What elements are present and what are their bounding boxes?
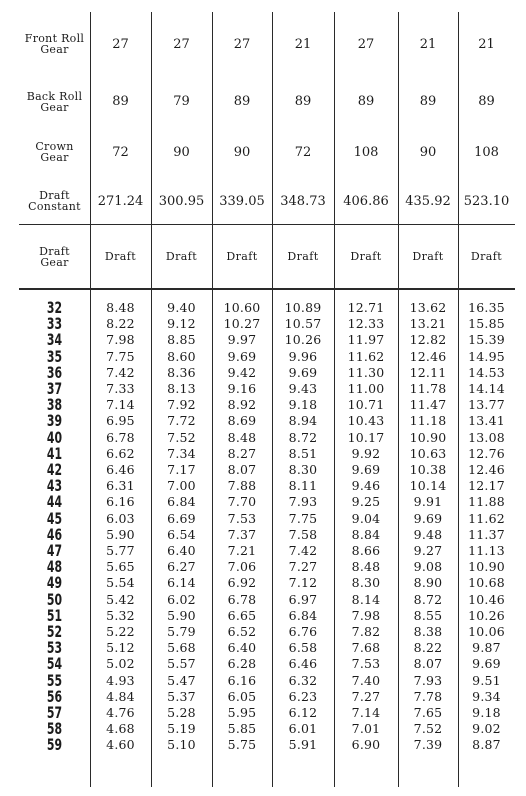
draft-gear-number: 35 <box>46 346 63 366</box>
draft-value: 5.22 <box>106 624 135 640</box>
draft-gear-number: 43 <box>46 476 63 496</box>
header-value: 108 <box>474 144 499 160</box>
header-value: 89 <box>112 94 129 109</box>
draft-value: 9.04 <box>351 510 381 526</box>
draft-value: 6.65 <box>227 607 257 623</box>
draft-gear-number: 58 <box>46 719 63 739</box>
draft-value: 8.07 <box>227 462 257 478</box>
draft-value: 8.27 <box>227 445 257 461</box>
draft-value: 8.94 <box>288 413 318 429</box>
header-value: 21 <box>478 36 495 52</box>
draft-value: 13.08 <box>468 429 505 445</box>
draft-value: 11.30 <box>347 364 385 380</box>
draft-value: 8.48 <box>106 300 135 316</box>
draft-gear-number: 32 <box>46 298 63 318</box>
draft-value: 9.87 <box>472 640 501 656</box>
draft-value: 7.98 <box>351 607 381 623</box>
draft-value: 7.58 <box>288 526 318 542</box>
draft-value: 7.42 <box>106 364 135 380</box>
header-value: 89 <box>478 94 495 109</box>
draft-value: 10.17 <box>347 429 385 445</box>
draft-value: 6.32 <box>288 672 318 688</box>
draft-value: 6.31 <box>106 478 135 494</box>
draft-value: 6.54 <box>167 526 196 542</box>
draft-value: 10.90 <box>409 429 447 445</box>
header-value: 90 <box>233 144 251 160</box>
draft-value: 14.95 <box>468 348 505 364</box>
draft-value: 7.12 <box>288 575 318 591</box>
draft-value: 5.68 <box>167 640 196 656</box>
draft-value: 7.39 <box>413 737 443 753</box>
draft-value: 6.46 <box>288 656 318 672</box>
draft-value: 8.55 <box>413 607 443 623</box>
draft-gear-number: 50 <box>46 589 63 609</box>
draft-gear-number: 49 <box>46 573 63 593</box>
draft-value: 10.68 <box>468 575 505 591</box>
draft-value: 6.92 <box>227 575 257 591</box>
draft-gear-number: 41 <box>46 443 63 463</box>
draft-value: 9.91 <box>413 494 443 510</box>
draft-value: 7.88 <box>227 478 257 494</box>
draft-value: 7.70 <box>227 494 257 510</box>
draft-value: 7.78 <box>413 688 443 704</box>
draft-value: 5.91 <box>288 737 318 753</box>
header-value: 27 <box>357 36 375 52</box>
draft-value: 6.02 <box>167 591 196 607</box>
header-value: 89 <box>233 94 251 109</box>
draft-value: 5.57 <box>167 656 196 672</box>
draft-value: 6.28 <box>227 656 257 672</box>
header-label: Draft Constant <box>28 189 81 213</box>
draft-value: 8.36 <box>167 364 196 380</box>
draft-gear-number: 48 <box>46 557 63 577</box>
header-value: 406.86 <box>343 193 389 209</box>
draft-value: 4.84 <box>106 688 135 704</box>
draft-gear-number: 53 <box>46 638 63 658</box>
draft-value: 10.26 <box>284 332 322 348</box>
draft-value: 11.13 <box>468 543 505 559</box>
draft-value: 7.21 <box>227 543 257 559</box>
draft-value: 10.46 <box>468 591 505 607</box>
draft-value: 5.75 <box>227 737 257 753</box>
draft-value: 7.40 <box>351 672 381 688</box>
draft-value: 7.34 <box>167 445 196 461</box>
draft-value: 6.03 <box>106 510 135 526</box>
draft-value: 9.42 <box>227 364 257 380</box>
draft-value: 6.62 <box>106 445 135 461</box>
draft-value: 11.18 <box>409 413 447 429</box>
draft-value: 7.75 <box>288 510 318 526</box>
draft-value: 7.75 <box>106 348 135 364</box>
draft-value: 7.27 <box>288 559 318 575</box>
draft-value: 8.90 <box>413 575 443 591</box>
draft-value: 11.47 <box>409 397 447 413</box>
draft-value: 8.13 <box>167 381 196 397</box>
draft-value: 7.53 <box>351 656 381 672</box>
draft-value: 9.69 <box>472 656 501 672</box>
header-value: 21 <box>419 36 437 52</box>
draft-value: 10.89 <box>284 300 322 316</box>
draft-value: 12.46 <box>468 462 505 478</box>
draft-gear-number: 51 <box>46 605 63 625</box>
draft-value: 8.72 <box>413 591 443 607</box>
header-value: 21 <box>294 36 312 52</box>
draft-gear-number: 44 <box>46 492 63 512</box>
draft-value: 9.69 <box>351 462 381 478</box>
draft-gear-number: 54 <box>46 654 63 674</box>
draft-value: 7.68 <box>351 640 381 656</box>
draft-value: 9.12 <box>167 316 196 332</box>
draft-gear-number: 37 <box>46 379 63 399</box>
draft-value: 11.88 <box>468 494 505 510</box>
draft-value: 7.92 <box>167 397 196 413</box>
header-value: 72 <box>112 144 129 160</box>
draft-value: 6.90 <box>351 737 381 753</box>
draft-value: 9.18 <box>288 397 318 413</box>
header-value: 523.10 <box>463 193 510 209</box>
draft-gear-number: 42 <box>46 460 63 480</box>
draft-value: 9.18 <box>472 705 501 721</box>
draft-column-header: Draft <box>412 250 444 263</box>
draft-value: 9.16 <box>227 381 257 397</box>
draft-value: 14.14 <box>468 381 505 397</box>
draft-value: 7.72 <box>167 413 196 429</box>
draft-value: 7.42 <box>288 543 318 559</box>
draft-value: 10.71 <box>347 397 385 413</box>
draft-value: 14.53 <box>468 364 505 380</box>
draft-value: 7.27 <box>351 688 381 704</box>
draft-value: 9.96 <box>288 348 318 364</box>
draft-value: 5.02 <box>106 656 135 672</box>
draft-value: 9.02 <box>472 721 501 737</box>
draft-value: 6.27 <box>167 559 196 575</box>
draft-value: 7.52 <box>413 721 443 737</box>
header-value: 27 <box>233 36 251 52</box>
draft-value: 7.14 <box>351 705 381 721</box>
draft-value: 7.14 <box>106 397 135 413</box>
draft-gear-number: 40 <box>46 427 63 447</box>
draft-value: 4.93 <box>106 672 135 688</box>
draft-value: 12.76 <box>468 445 505 461</box>
draft-value: 12.33 <box>347 316 385 332</box>
draft-value: 10.90 <box>468 559 505 575</box>
draft-value: 7.65 <box>413 705 443 721</box>
row-divider <box>19 289 515 290</box>
draft-value: 6.95 <box>106 413 135 429</box>
header-value: 27 <box>173 36 190 52</box>
draft-value: 13.41 <box>468 413 505 429</box>
draft-value: 7.98 <box>106 332 135 348</box>
header-value: 90 <box>419 144 437 160</box>
draft-gear-number: 56 <box>46 686 63 706</box>
draft-value: 5.10 <box>167 737 196 753</box>
draft-gear-number: 47 <box>46 541 63 561</box>
draft-value: 11.37 <box>468 526 505 542</box>
draft-value: 7.17 <box>167 462 196 478</box>
draft-value: 8.14 <box>351 591 381 607</box>
draft-value: 9.69 <box>288 364 318 380</box>
draft-value: 6.84 <box>167 494 196 510</box>
draft-value: 10.14 <box>409 478 447 494</box>
draft-value: 12.17 <box>468 478 505 494</box>
draft-value: 6.40 <box>227 640 257 656</box>
draft-value: 6.40 <box>167 543 196 559</box>
draft-value: 5.19 <box>167 721 196 737</box>
draft-value: 6.12 <box>288 705 318 721</box>
draft-gear-number: 38 <box>46 395 63 415</box>
draft-value: 9.08 <box>413 559 443 575</box>
draft-value: 4.76 <box>106 705 135 721</box>
draft-value: 5.79 <box>167 624 196 640</box>
draft-value: 10.27 <box>223 316 261 332</box>
draft-value: 6.58 <box>288 640 318 656</box>
draft-value: 5.54 <box>106 575 135 591</box>
draft-value: 8.92 <box>227 397 257 413</box>
header-value: 89 <box>419 94 437 109</box>
header-value: 108 <box>353 144 379 160</box>
draft-value: 12.71 <box>347 300 385 316</box>
draft-value: 11.78 <box>409 381 447 397</box>
draft-gear-number: 46 <box>46 524 63 544</box>
draft-value: 7.01 <box>351 721 381 737</box>
draft-value: 12.11 <box>409 364 447 380</box>
draft-value: 16.35 <box>468 300 505 316</box>
draft-value: 8.48 <box>227 429 257 445</box>
header-value: 90 <box>173 144 190 160</box>
draft-value: 6.16 <box>106 494 135 510</box>
header-value: 27 <box>112 36 129 52</box>
draft-value: 5.42 <box>106 591 135 607</box>
draft-value: 12.82 <box>409 332 447 348</box>
draft-column-header: Draft <box>165 250 198 263</box>
header-label: Front Roll Gear <box>24 32 85 56</box>
draft-value: 15.85 <box>468 316 505 332</box>
header-value: 79 <box>173 94 190 109</box>
draft-value: 5.65 <box>106 559 135 575</box>
draft-value: 9.51 <box>472 672 501 688</box>
draft-gear-header: Draft Gear <box>39 244 70 269</box>
draft-value: 11.00 <box>347 381 385 397</box>
draft-value: 7.37 <box>227 526 257 542</box>
draft-gear-number: 33 <box>46 314 63 334</box>
draft-column-header: Draft <box>350 250 382 263</box>
draft-value: 5.12 <box>106 640 135 656</box>
draft-column-header: Draft <box>226 250 258 263</box>
draft-value: 5.77 <box>106 543 135 559</box>
draft-value: 9.69 <box>413 510 443 526</box>
draft-value: 11.62 <box>347 348 385 364</box>
draft-value: 8.60 <box>167 348 196 364</box>
draft-value: 6.01 <box>288 721 318 737</box>
draft-value: 4.68 <box>106 721 135 737</box>
draft-value: 10.06 <box>468 624 505 640</box>
draft-value: 13.62 <box>409 300 447 316</box>
draft-value: 4.60 <box>106 737 135 753</box>
draft-value: 9.69 <box>227 348 257 364</box>
draft-value: 8.38 <box>413 624 443 640</box>
draft-value: 7.33 <box>106 381 135 397</box>
draft-value: 7.93 <box>413 672 443 688</box>
draft-gear-number: 39 <box>46 411 63 431</box>
draft-value: 9.34 <box>472 688 501 704</box>
draft-gear-number: 45 <box>46 508 63 528</box>
draft-value: 8.69 <box>227 413 257 429</box>
draft-column-header: Draft <box>470 250 503 263</box>
draft-value: 5.37 <box>167 688 196 704</box>
draft-gear-table <box>19 12 515 787</box>
draft-value: 6.14 <box>167 575 196 591</box>
draft-value: 6.23 <box>288 688 318 704</box>
draft-value: 6.78 <box>227 591 257 607</box>
draft-value: 6.05 <box>227 688 257 704</box>
draft-value: 8.22 <box>413 640 443 656</box>
draft-gear-number: 36 <box>46 362 63 382</box>
draft-value: 8.30 <box>351 575 381 591</box>
draft-column-header: Draft <box>287 250 319 263</box>
draft-gear-number: 52 <box>46 622 63 642</box>
draft-value: 7.93 <box>288 494 318 510</box>
draft-gear-number: 34 <box>46 330 63 350</box>
draft-value: 8.51 <box>288 445 318 461</box>
draft-value: 10.43 <box>347 413 385 429</box>
draft-value: 7.00 <box>167 478 196 494</box>
draft-value: 5.95 <box>227 705 257 721</box>
draft-value: 6.76 <box>288 624 318 640</box>
draft-value: 5.32 <box>106 607 135 623</box>
draft-value: 9.92 <box>351 445 381 461</box>
header-label: Back Roll Gear <box>26 89 83 114</box>
header-value: 89 <box>294 94 312 109</box>
draft-value: 5.28 <box>167 705 196 721</box>
draft-value: 9.97 <box>227 332 257 348</box>
draft-value: 6.84 <box>288 607 318 623</box>
draft-value: 5.90 <box>167 607 196 623</box>
draft-value: 13.77 <box>468 397 505 413</box>
draft-value: 9.40 <box>167 300 196 316</box>
draft-value: 9.43 <box>288 381 318 397</box>
draft-value: 6.78 <box>106 429 135 445</box>
header-value: 271.24 <box>97 193 144 209</box>
draft-value: 8.48 <box>351 559 381 575</box>
draft-value: 15.39 <box>468 332 505 348</box>
draft-value: 8.87 <box>472 737 501 753</box>
draft-gear-number: 57 <box>46 703 63 723</box>
draft-value: 7.52 <box>167 429 196 445</box>
draft-value: 7.06 <box>227 559 257 575</box>
header-value: 72 <box>294 144 312 160</box>
draft-value: 5.47 <box>167 672 196 688</box>
header-label: Crown Gear <box>35 140 74 164</box>
draft-value: 8.11 <box>288 478 318 494</box>
draft-value: 6.46 <box>106 462 135 478</box>
draft-value: 8.66 <box>351 543 381 559</box>
draft-value: 9.46 <box>351 478 381 494</box>
draft-value: 10.57 <box>284 316 322 332</box>
draft-value: 8.72 <box>288 429 318 445</box>
draft-value: 6.52 <box>227 624 257 640</box>
draft-value: 7.53 <box>227 510 257 526</box>
header-value: 348.73 <box>280 193 326 209</box>
draft-value: 5.90 <box>106 526 135 542</box>
draft-value: 5.85 <box>227 721 257 737</box>
draft-value: 8.07 <box>413 656 443 672</box>
draft-column-header: Draft <box>104 250 137 263</box>
draft-gear-number: 55 <box>46 670 63 690</box>
draft-value: 8.85 <box>167 332 196 348</box>
header-value: 300.95 <box>158 193 205 209</box>
draft-value: 9.25 <box>351 494 381 510</box>
draft-value: 7.82 <box>351 624 381 640</box>
draft-value: 9.48 <box>413 526 443 542</box>
draft-value: 10.60 <box>223 300 261 316</box>
header-value: 435.92 <box>405 193 451 209</box>
draft-value: 10.26 <box>468 607 505 623</box>
header-value: 89 <box>357 94 375 109</box>
draft-value: 11.97 <box>347 332 385 348</box>
draft-value: 6.16 <box>227 672 257 688</box>
draft-value: 8.22 <box>106 316 135 332</box>
draft-value: 9.27 <box>413 543 443 559</box>
draft-value: 8.30 <box>288 462 318 478</box>
draft-value: 8.84 <box>351 526 381 542</box>
header-value: 339.05 <box>219 193 265 209</box>
draft-value: 10.63 <box>409 445 447 461</box>
draft-value: 11.62 <box>468 510 505 526</box>
draft-value: 6.97 <box>288 591 318 607</box>
draft-value: 6.69 <box>167 510 196 526</box>
draft-value: 12.46 <box>409 348 447 364</box>
draft-gear-number: 59 <box>46 735 63 755</box>
draft-value: 10.38 <box>409 462 447 478</box>
draft-value: 13.21 <box>409 316 447 332</box>
